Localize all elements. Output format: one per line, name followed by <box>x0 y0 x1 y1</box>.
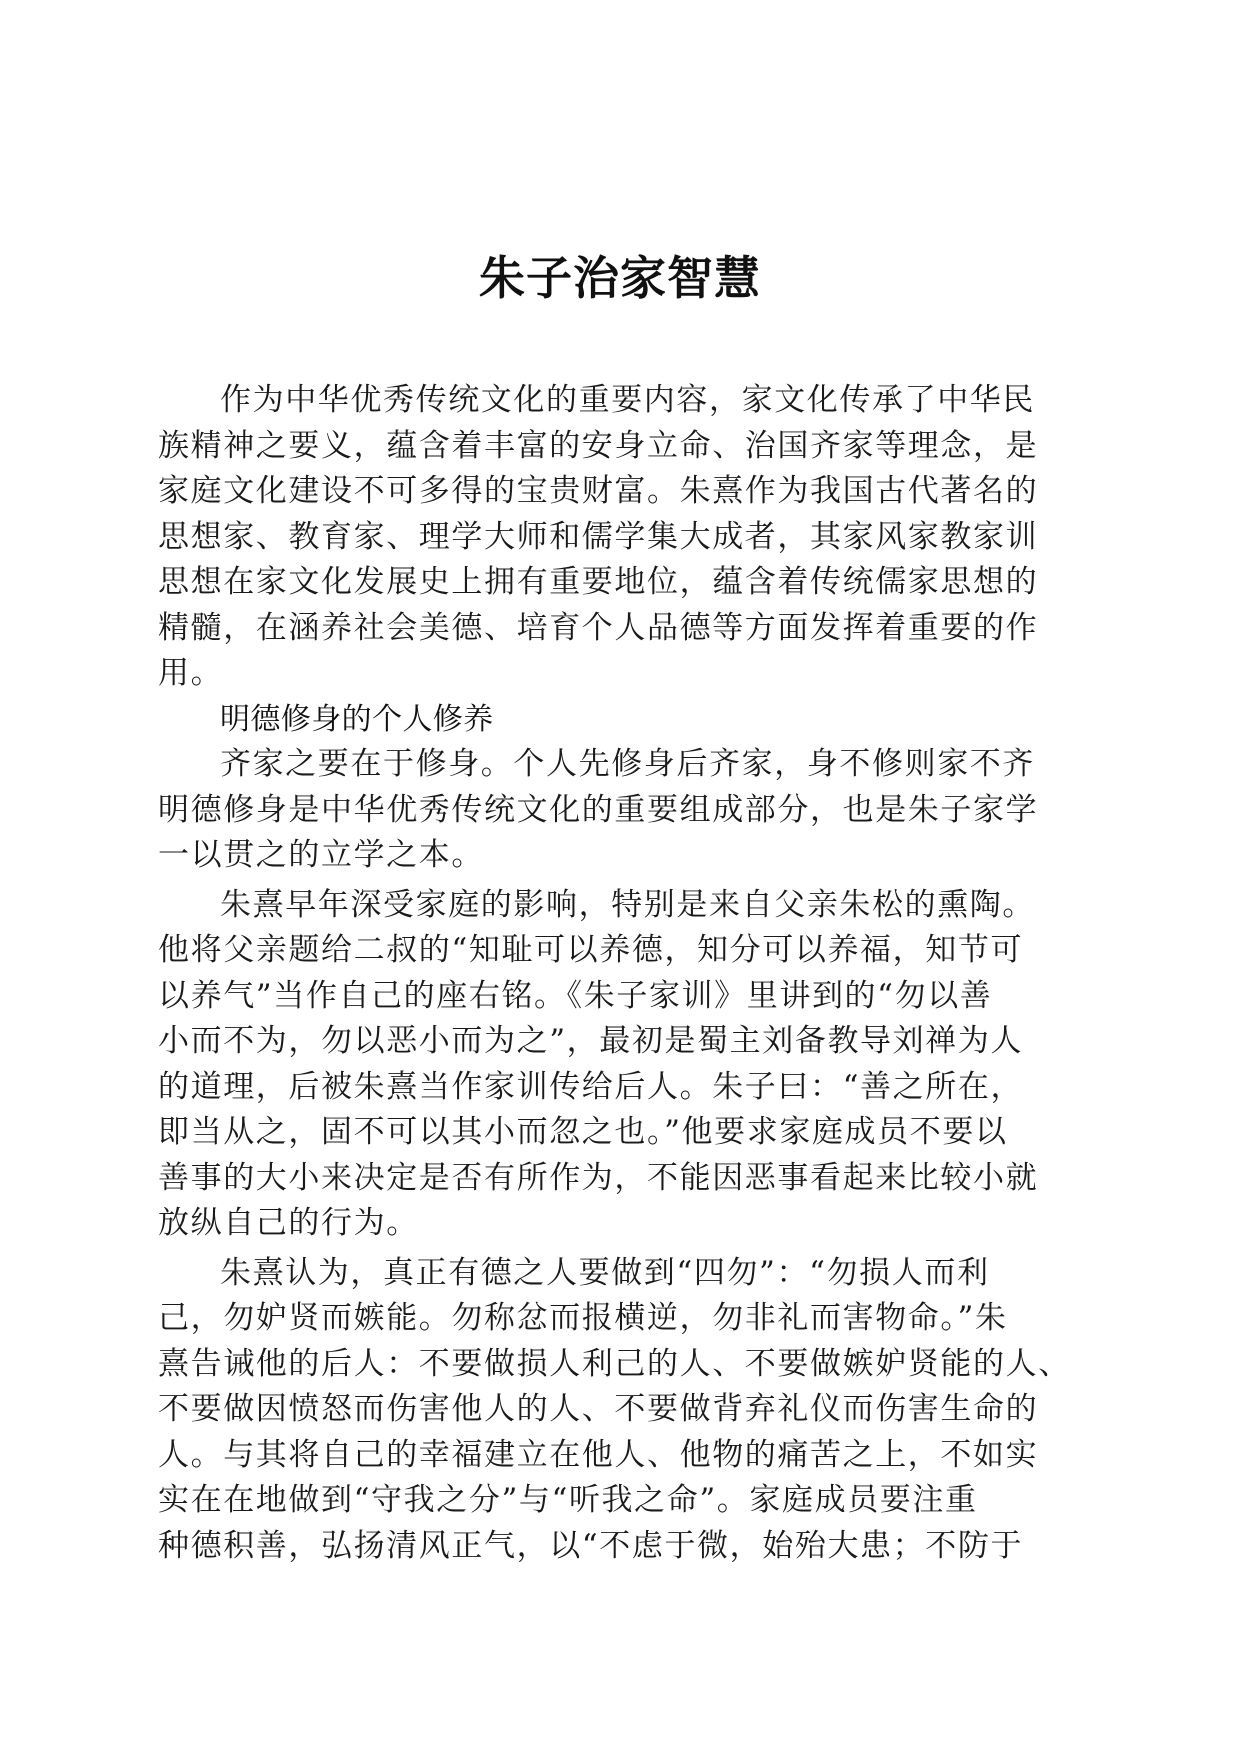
paragraph-line: 种德积善，弘扬清风正气，以“不虑于微，始殆大患；不防于 <box>158 1527 1024 1564</box>
paragraph-line: 小而不为，勿以恶小而为之”，最初是蜀主刘备教导刘禅为人 <box>158 1023 1024 1059</box>
paragraph-line: 善事的大小来决定是否有所作为，不能因恶事看起来比较小就 <box>158 1159 1039 1196</box>
paragraph-line: 人。与其将自己的幸福建立在他人、他物的痛苦之上，不如实 <box>158 1436 1039 1473</box>
paragraph-line: 放纵自己的行为。 <box>158 1205 419 1241</box>
paragraph-line: 即当从之，固不可以其小而忽之也。”他要求家庭成员不要以 <box>158 1114 1008 1150</box>
paragraph-line: 以养气”当作自己的座右铭。《朱子家训》里讲到的“勿以善 <box>158 977 993 1014</box>
section-heading: 明德修身的个人修养 <box>220 701 494 737</box>
paragraph-line: 作为中华优秀传统文化的重要内容，家文化传承了中华民 <box>220 382 1035 418</box>
paragraph-line: 朱熹早年深受家庭的影响，特别是来自父亲朱松的熏陶。 <box>220 886 1035 923</box>
document-body <box>158 378 1078 1569</box>
paragraph-line: 思想家、教育家、理学大师和儒学集大成者，其家风家教家训 <box>158 518 1039 555</box>
paragraph-line: 精髓，在涵养社会美德、培育个人品德等方面发挥着重要的作 <box>158 609 1039 646</box>
paragraph-line: 齐家之要在于修身。个人先修身后齐家，身不修则家不齐 <box>220 746 1035 782</box>
paragraph-line: 的道理，后被朱熹当作家训传给后人。朱子曰：“善之所在， <box>158 1068 1024 1105</box>
paragraph-line: 他将父亲题给二叔的“知耻可以养德，知分可以养福，知节可 <box>158 932 1024 968</box>
paragraph-line: 用。 <box>158 655 224 691</box>
paragraph-line: 明德修身是中华优秀传统文化的重要组成部分，也是朱子家学 <box>158 791 1039 828</box>
paragraph-line: 族精神之要义，蕴含着丰富的安身立命、治国齐家等理念，是 <box>158 427 1039 464</box>
document-title: 朱子治家智慧 <box>479 251 761 305</box>
paragraph-line: 朱熹认为，真正有德之人要做到“四勿”：“勿损人而利 <box>220 1254 990 1291</box>
paragraph-line: 己，勿妒贤而嫉能。勿称忿而报横逆，勿非礼而害物命。”朱 <box>158 1300 1008 1336</box>
paragraph-line: 实在在地做到“守我之分”与“听我之命”。家庭成员要注重 <box>158 1482 978 1518</box>
paragraph-line: 家庭文化建设不可多得的宝贵财富。朱熹作为我国古代著名的 <box>158 473 1039 509</box>
paragraph-line: 不要做因愤怒而伤害他人的人、不要做背弃礼仪而伤害生命的 <box>158 1391 1039 1427</box>
paragraph-line: 思想在家文化发展史上拥有重要地位，蕴含着传统儒家思想的 <box>158 564 1039 600</box>
paragraph-line: 熹告诫他的后人：不要做损人利己的人、不要做嫉妒贤能的人、 <box>158 1345 1071 1382</box>
paragraph-line: 一以贯之的立学之本。 <box>158 837 484 873</box>
